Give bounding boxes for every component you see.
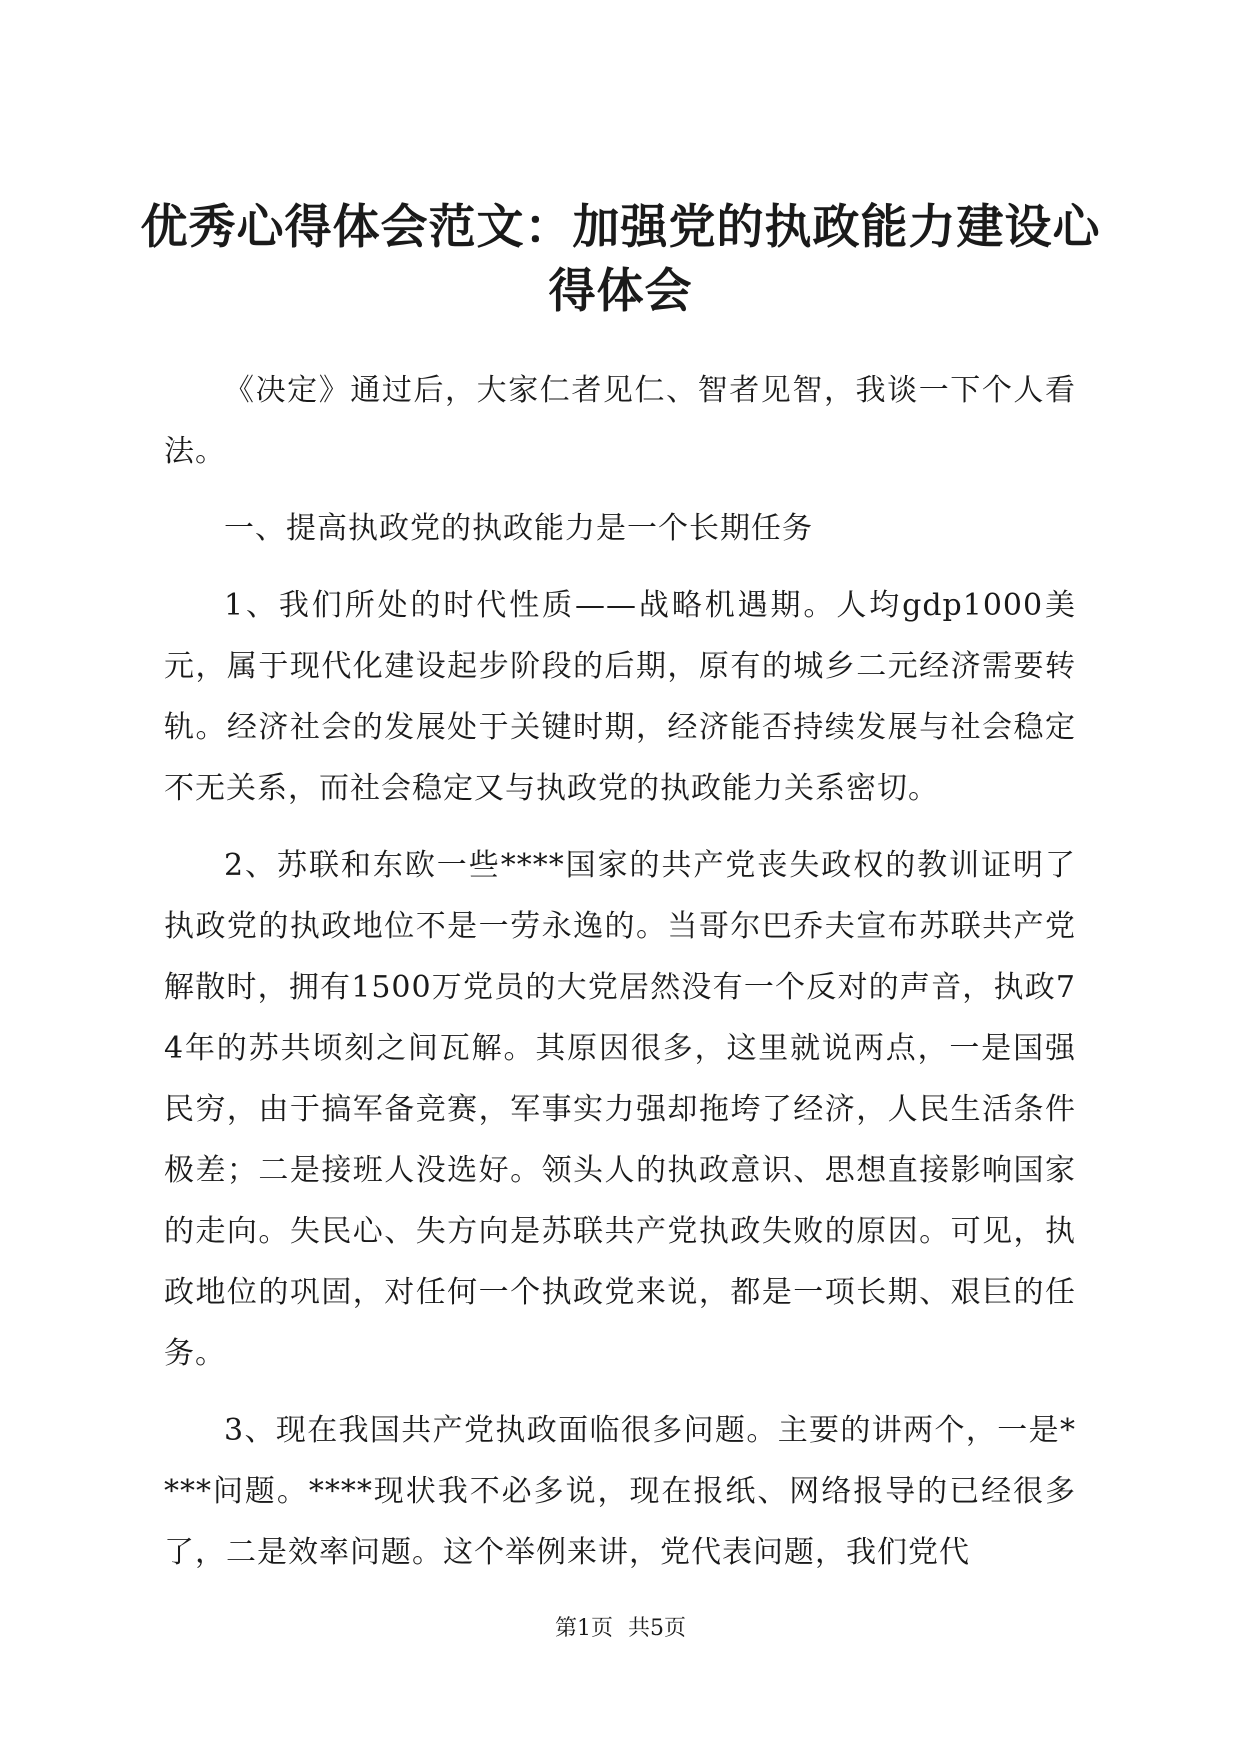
section-heading-1: 一、提高执政党的执政能力是一个长期任务 bbox=[224, 511, 813, 546]
page-number: 第1页 bbox=[555, 1616, 613, 1641]
page-footer bbox=[0, 1614, 1241, 1644]
paragraph-intro: 《决定》通过后，大家仁者见仁、智者见智，我谈一下个人看法。 bbox=[164, 373, 1076, 469]
paragraph-point-2: 2、苏联和东欧一些****国家的共产党丧失政权的教训证明了执政党的执政地位不是一劳永逸的。当哥尔巴乔夫宣布苏联共产党解散时，拥有1500万党员的大党居然没有一个反对的声音，执政74年的苏共顷刻之间瓦解。其原因很多，这里就说两点，一是国强民穷，由于搞军备竞赛，军事实力强却拖垮了经济，人民生活条件极差；二是接班人没选好。领头人的执政意识、思想直接影响国家的走向。失民心、失方向是苏联共产党执政失败的原因。可见，执政地位的巩固，对任何一个执政党来说，都是一项长期、艰巨的任务。 bbox=[164, 848, 1076, 1371]
document-title: 优秀心得体会范文：加强党的执政能力建设心得体会 bbox=[140, 200, 1101, 319]
document-body bbox=[164, 360, 1076, 1599]
paragraph-point-3: 3、现在我国共产党执政面临很多问题。主要的讲两个，一是****问题。****现状我不必多说，现在报纸、网络报导的已经很多了，二是效率问题。这个举例来讲，党代表问题，我们党代 bbox=[164, 1413, 1076, 1570]
page-total: 共5页 bbox=[628, 1616, 686, 1641]
paragraph-point-1: 1、我们所处的时代性质——战略机遇期。人均gdp1000美元，属于现代化建设起步阶段的后期，原有的城乡二元经济需要转轨。经济社会的发展处于关键时期，经济能否持续发展与社会稳定不无关系，而社会稳定又与执政党的执政能力关系密切。 bbox=[164, 588, 1076, 806]
